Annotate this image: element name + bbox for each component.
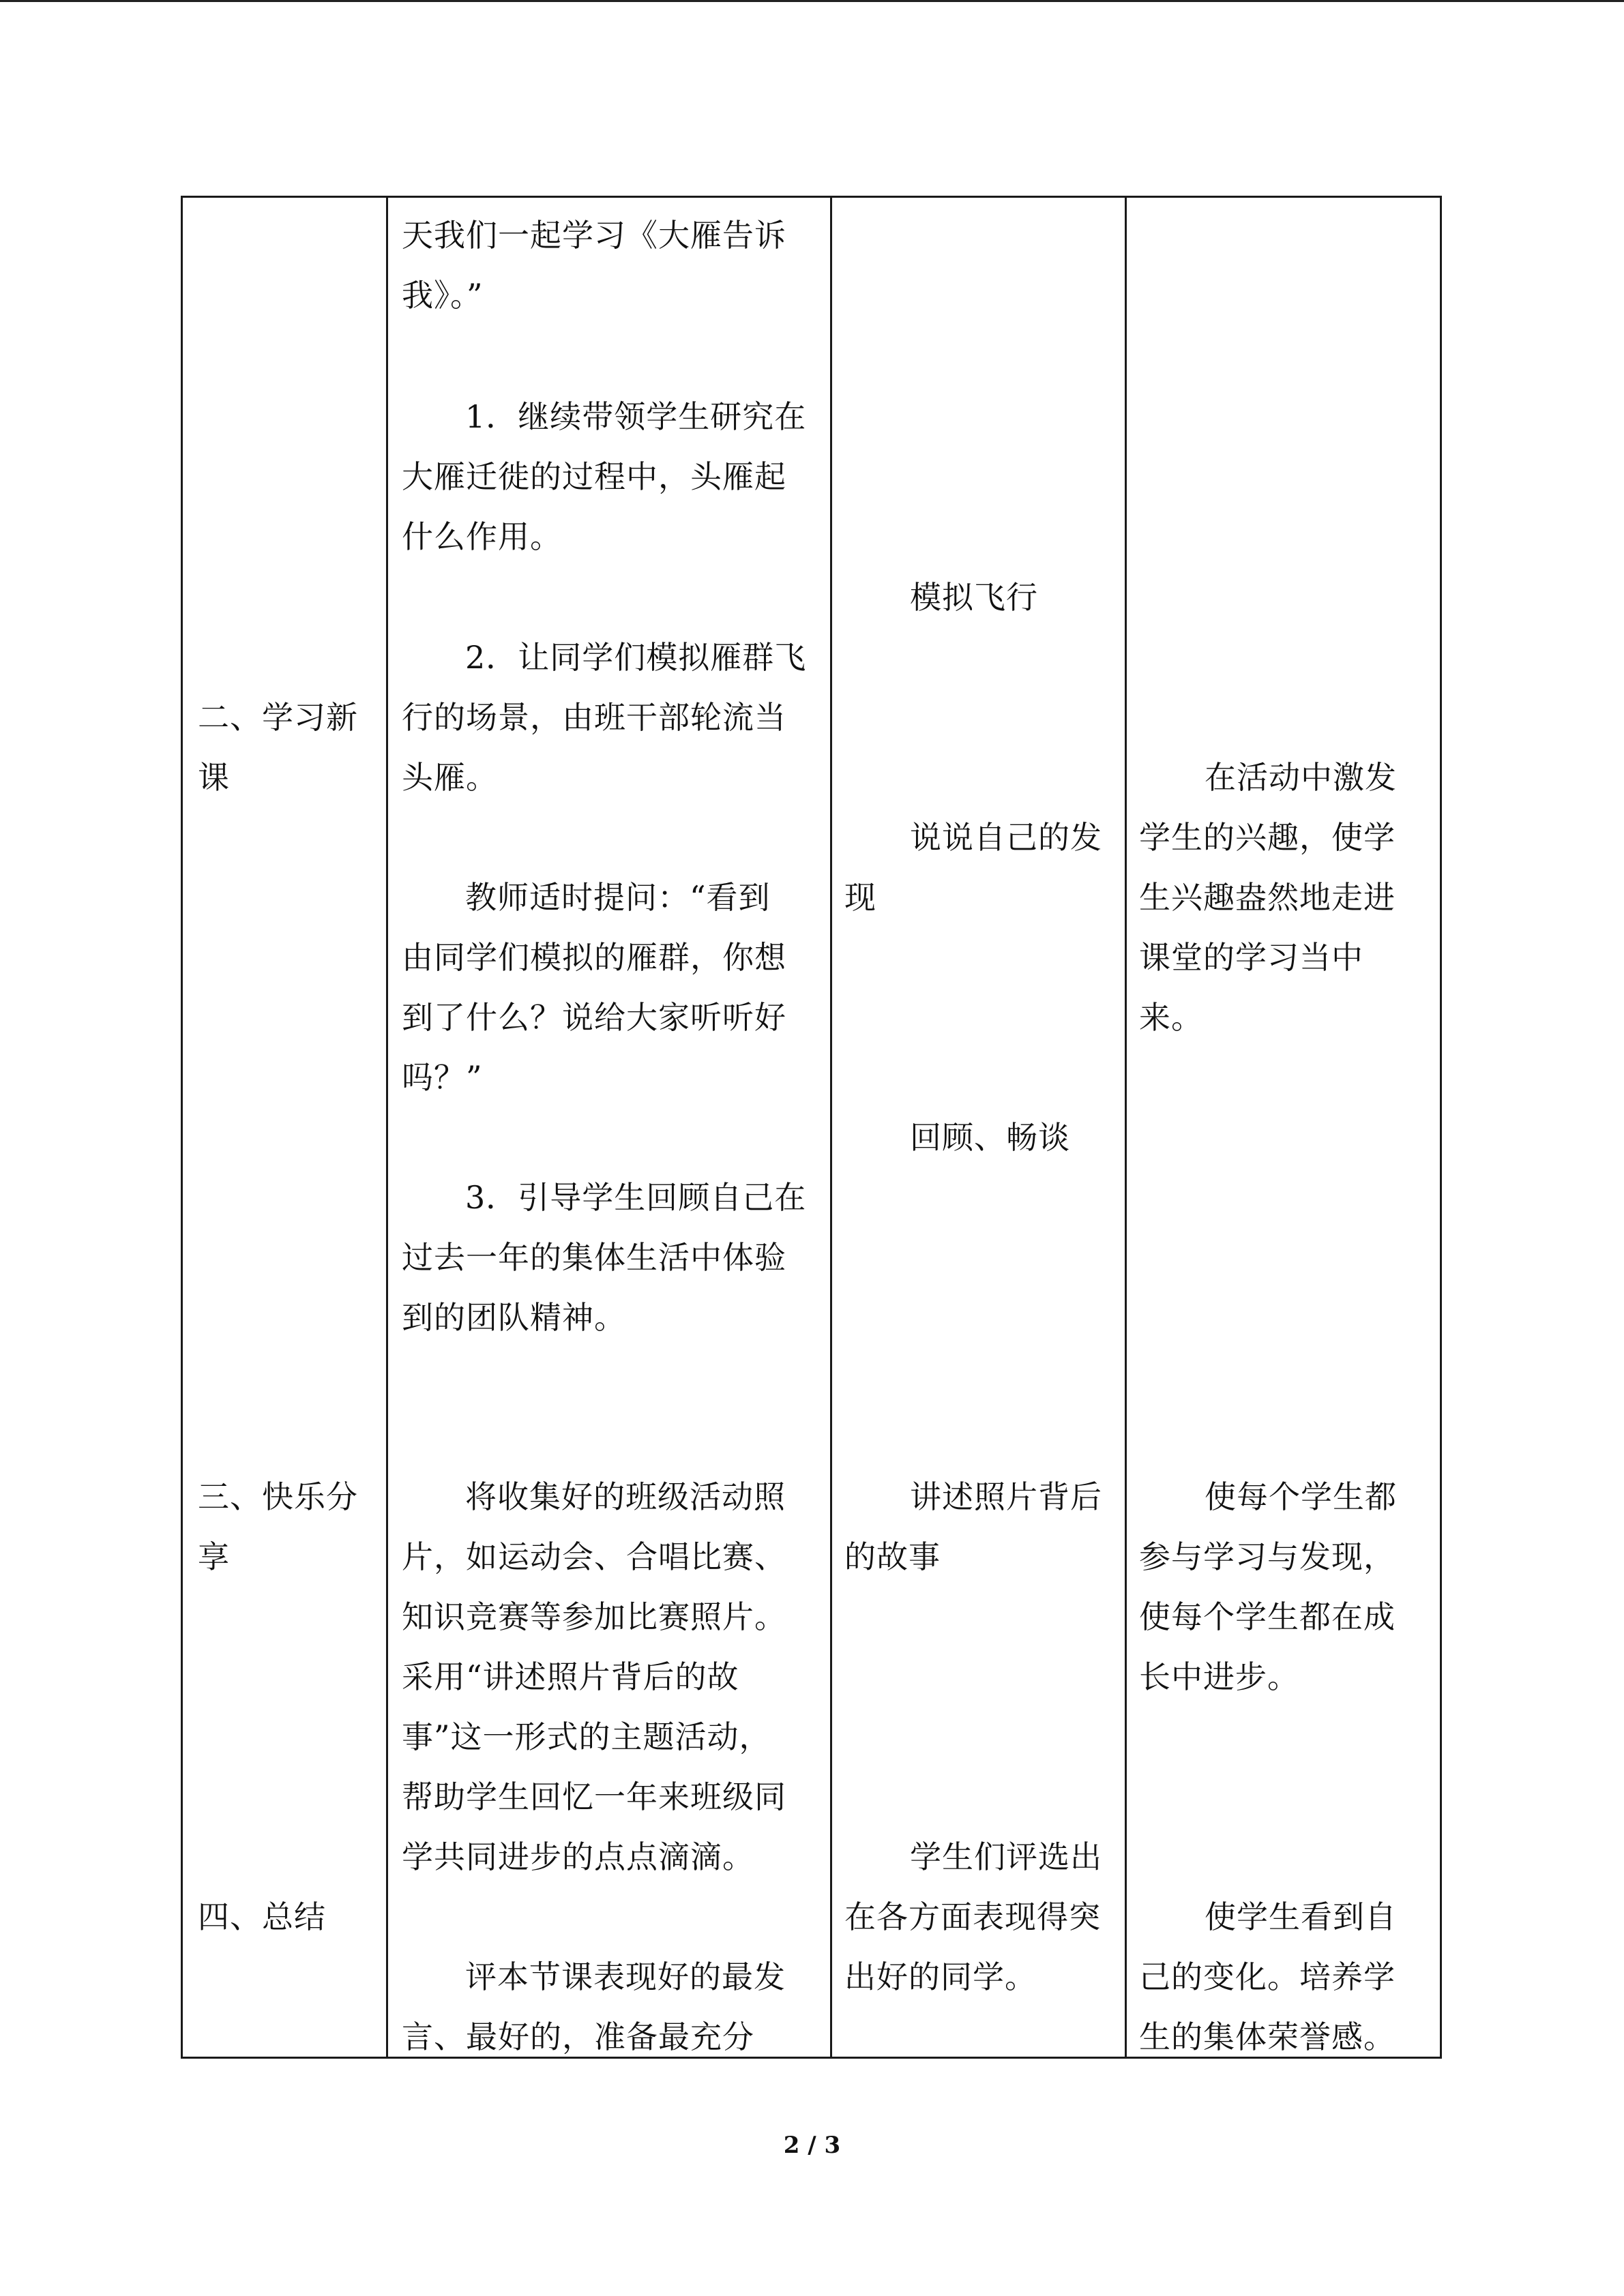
teacher-activity-line: 头雁。 — [402, 759, 498, 796]
student-activity-line: 回顾、畅谈 — [910, 1119, 1070, 1156]
teacher-activity-line: 1．继续带领学生研究在 — [465, 398, 807, 435]
student-activity-line: 的故事 — [844, 1538, 941, 1575]
teacher-activity-line: 片，如运动会、合唱比赛、 — [402, 1538, 786, 1575]
design-intent-line: 来。 — [1139, 999, 1203, 1036]
teacher-activity-line: 事”这一形式的主题活动， — [402, 1718, 771, 1755]
design-intent-line: 参与学习与发现， — [1139, 1538, 1396, 1575]
teacher-activity-line: 什么作用。 — [402, 518, 562, 555]
teacher-activity-line: 将收集好的班级活动照 — [465, 1478, 786, 1515]
column-divider — [1125, 198, 1127, 2057]
stage-label: 课 — [198, 759, 230, 796]
lesson-plan-table — [181, 196, 1442, 2059]
design-intent-line: 使学生看到自 — [1205, 1898, 1397, 1935]
student-activity-line: 在各方面表现得突 — [844, 1898, 1101, 1935]
design-intent-line: 生的集体荣誉感。 — [1139, 2018, 1396, 2055]
student-activity-line: 学生们评选出 — [910, 1838, 1102, 1875]
design-intent-line: 使每个学生都在成 — [1139, 1598, 1396, 1635]
design-intent-line: 使每个学生都 — [1205, 1478, 1397, 1515]
stage-label: 二、学习新 — [198, 699, 358, 736]
teacher-activity-line: 2．让同学们模拟雁群飞 — [465, 639, 807, 676]
teacher-activity-line: 到了什么？说给大家听听好 — [402, 999, 786, 1036]
teacher-activity-line: 吗？” — [402, 1059, 483, 1096]
design-intent-line: 课堂的学习当中 — [1139, 939, 1363, 976]
design-intent-line: 长中进步。 — [1139, 1658, 1299, 1695]
column-divider — [830, 198, 832, 2057]
design-intent-line: 己的变化。培养学 — [1139, 1958, 1396, 1995]
stage-label: 享 — [198, 1538, 230, 1575]
teacher-activity-line: 我》。” — [402, 277, 484, 314]
design-intent-line: 生兴趣盎然地走进 — [1139, 879, 1396, 916]
student-activity-line: 讲述照片背后 — [910, 1478, 1102, 1515]
student-activity-line: 说说自己的发 — [910, 819, 1102, 856]
student-activity-line: 现 — [844, 879, 876, 916]
student-activity-line: 模拟飞行 — [910, 579, 1038, 616]
teacher-activity-line: 过去一年的集体生活中体验 — [402, 1239, 786, 1276]
stage-label: 三、快乐分 — [198, 1478, 358, 1515]
stage-label: 四、总结 — [198, 1898, 326, 1935]
teacher-activity-line: 采用“讲述照片背后的故 — [402, 1658, 739, 1695]
page-top-border — [0, 0, 1624, 2]
teacher-activity-line: 帮助学生回忆一年来班级同 — [402, 1778, 786, 1815]
teacher-activity-line: 评本节课表现好的最发 — [465, 1958, 786, 1995]
student-activity-line: 出好的同学。 — [844, 1958, 1037, 1995]
design-intent-line: 在活动中激发 — [1205, 759, 1397, 796]
teacher-activity-line: 知识竞赛等参加比赛照片。 — [402, 1598, 786, 1635]
page-number: 2 / 3 — [783, 2132, 841, 2159]
teacher-activity-line: 由同学们模拟的雁群，你想 — [402, 939, 786, 976]
teacher-activity-line: 行的场景，由班干部轮流当 — [402, 699, 786, 736]
teacher-activity-line: 学共同进步的点点滴滴。 — [402, 1838, 754, 1875]
teacher-activity-line: 教师适时提问：“看到 — [465, 879, 771, 916]
teacher-activity-line: 言、最好的，准备最充分 — [402, 2018, 754, 2055]
column-divider — [386, 198, 388, 2057]
design-intent-line: 学生的兴趣，使学 — [1139, 819, 1396, 856]
teacher-activity-line: 天我们一起学习《大雁告诉 — [402, 217, 786, 254]
teacher-activity-line: 大雁迁徙的过程中，头雁起 — [402, 458, 786, 495]
teacher-activity-line: 到的团队精神。 — [402, 1299, 626, 1336]
teacher-activity-line: 3．引导学生回顾自己在 — [465, 1179, 807, 1216]
